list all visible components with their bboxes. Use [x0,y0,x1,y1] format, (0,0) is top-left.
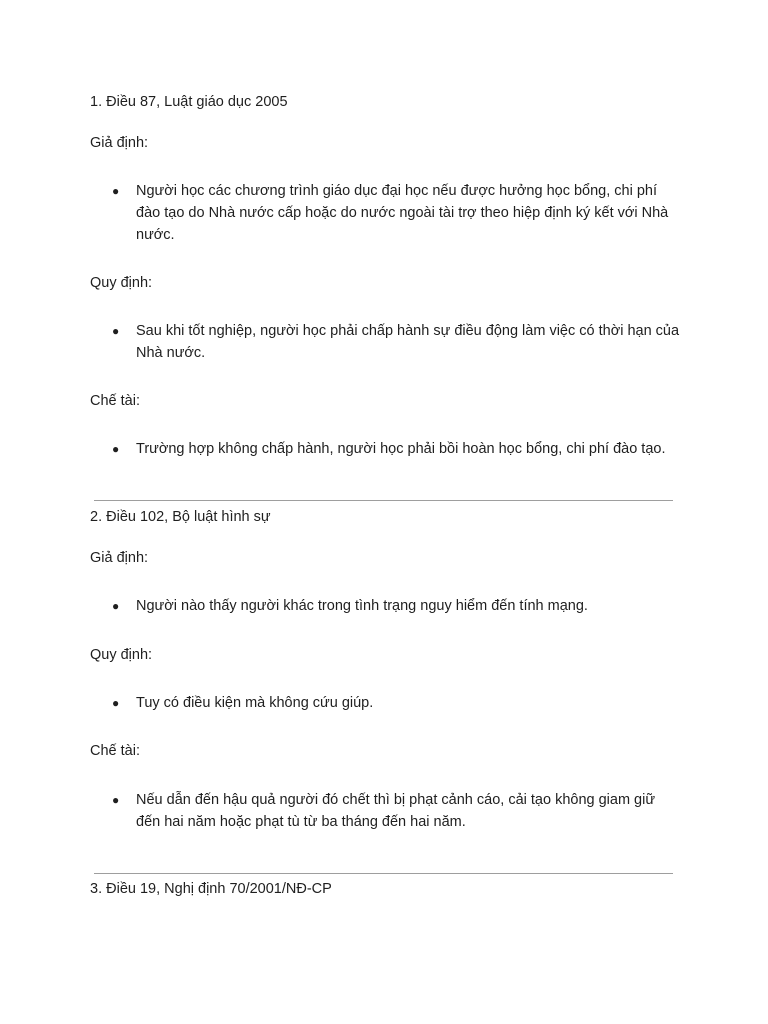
section-1-rule-text: Sau khi tốt nghiệp, người học phải chấp hành sự điều động làm việc có thời hạn của Nhà nước. [136,323,680,361]
section-1-assumption-text: Người học các chương trình giáo dục đại học nếu được hưởng học bổng, chi phí đào tạo do Nhà nước cấp hoặc do nước ngoài tài trợ theo hiệp định ký kết với Nhà nước. [136,183,669,243]
section-divider [94,500,673,501]
section-2-sanction-text: Nếu dẫn đến hậu quả người đó chết thì bị phạt cảnh cáo, cải tạo không giam giữ đến hai năm hoặc phạt tù từ ba tháng đến hai năm. [136,792,656,830]
section-2-rule-text: Tuy có điều kiện mà không cứu giúp. [136,695,374,711]
section-1-title: 1. Điều 87, Luật giáo dục 2005 [90,94,288,110]
bullet-icon: ● [112,696,120,710]
section-1-sanction-text: Trường hợp không chấp hành, người học phải bồi hoàn học bổng, chi phí đào tạo. [136,441,666,457]
bullet-icon: ● [112,599,120,613]
section-divider [94,873,673,874]
section-2-assumption-text: Người nào thấy người khác trong tình trạng nguy hiểm đến tính mạng. [136,598,588,614]
section-1-sanction-label: Chế tài: [90,393,140,409]
section-2-title: 2. Điều 102, Bộ luật hình sự [90,509,271,525]
section-2-sanction-label: Chế tài: [90,743,140,759]
bullet-icon: ● [112,184,120,198]
section-2-rule-label: Quy định: [90,647,153,663]
section-1-rule-label: Quy định: [90,275,153,291]
section-3-title: 3. Điều 19, Nghị định 70/2001/NĐ-CP [90,881,332,897]
section-1-assumption-label: Giả định: [90,135,149,151]
bullet-icon: ● [112,442,120,456]
section-2-assumption-label: Giả định: [90,550,149,566]
bullet-icon: ● [112,793,120,807]
bullet-icon: ● [112,324,120,338]
